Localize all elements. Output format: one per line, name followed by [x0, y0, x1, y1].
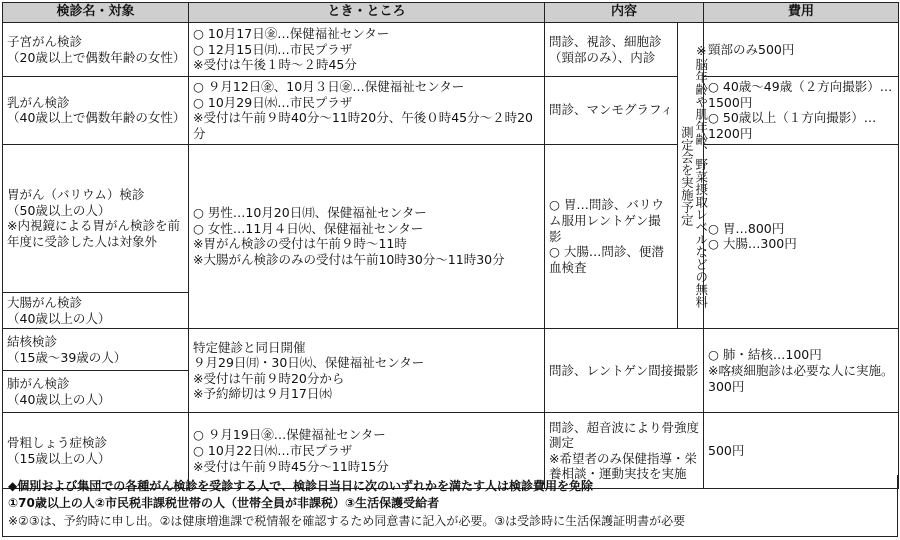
cell-fee-stomach-colon: ○ 胃…800円 ○ 大腸…300円	[704, 144, 899, 329]
header-fee: 費用	[704, 3, 899, 23]
cell-fee-breast: ○ 40歳～49歳（２方向撮影）…1500円 ○ 50歳以上（１方向撮影）…1200円	[704, 77, 899, 145]
cell-fee-cervical: 頸部のみ500円	[704, 23, 899, 77]
vertical-note-cell	[678, 23, 709, 329]
row-stomach	[3, 144, 899, 293]
cell-content-stomach-colon: ○ 胃…問診、バリウム服用レントゲン撮影 ○ 大腸…問診、便潜血検査	[545, 144, 678, 329]
notes-line-1: ◆個別および集団での各種がん検診を受診する人で、検診日当日に次のいずれかを満たす人は検診費用を免除	[8, 479, 593, 493]
cell-fee-osteoporosis: 500円	[704, 413, 899, 489]
cell-content-cervical: 問診、視診、細胞診（頸部のみ）、内診	[545, 23, 678, 77]
notes-line-3: ※②③は、予約時に申し出。②は健康増進課で税情報を確認するため同意書に記入が必要。③は受診時に生活保護証明書が必要	[8, 513, 686, 528]
header-when-where: とき・ところ	[189, 3, 545, 23]
cell-name-lung: 肺がん検診 （40歳以上の人）	[3, 371, 189, 413]
header-row	[3, 3, 899, 23]
cell-name-stomach: 胃がん（バリウム）検診 （50歳以上の人） ※内視鏡による胃がん検診を前年度に受診した人は対象外	[3, 144, 189, 293]
cell-fee-tb-lung: ○ 肺・結核…100円 ※喀痰細胞診は必要な人に実施。300円	[704, 329, 899, 413]
cell-when-breast: ○ ９月12日㊎、10月３日㊎…保健福祉センター ○ 10月29日㈬…市民プラザ ※受付は午前９時40分～11時20分、午後０時45分～２時20分	[189, 77, 545, 145]
cell-when-cervical: ○ 10月17日㊎…保健福祉センター ○ 12月15日㈪…市民プラザ ※受付は午後１時～２時45分	[189, 23, 545, 77]
cell-content-tb-lung: 問診、レントゲン間接撮影	[545, 329, 704, 413]
row-tb	[3, 329, 899, 371]
cell-when-stomach-colon: ○ 男性…10月20日㈪、保健福祉センター ○ 女性…11月４日㈫、保健福祉センター ※胃がん検診の受付は午前９時～11時 ※大腸がん検診のみの受付は午前10時30分～11時30分	[189, 144, 545, 329]
cell-name-osteoporosis: 骨粗しょう症検診 （15歳以上の人）	[3, 413, 189, 489]
fee-exemption-notes	[2, 475, 898, 537]
vertical-note: ※脳年齢や肌年齢、野菜摂取レベルなどの無料測定会を実施予定	[679, 43, 709, 309]
notes-line-2: ①70歳以上の人②市民税非課税世帯の人（世帯全員が非課税）③生活保護受給者	[8, 496, 440, 511]
cell-name-cervical: 子宮がん検診 （20歳以上で偶数年齢の女性）	[3, 23, 189, 77]
cell-name-colon: 大腸がん検診 （40歳以上の人）	[3, 293, 189, 329]
cell-when-osteoporosis: ○ ９月19日㊎…保健福祉センター ○ 10月22日㈬…市民プラザ ※受付は午前９時45分～11時15分	[189, 413, 545, 489]
row-cervical	[3, 23, 899, 77]
row-breast	[3, 77, 899, 145]
header-content: 内容	[545, 3, 704, 23]
cell-name-tb: 結核検診 （15歳～39歳の人）	[3, 329, 189, 371]
cell-when-tb-lung: 特定健診と同日開催 ９月29日㈪・30日㈫、保健福祉センター ※受付は午前９時20分から ※予約締切は９月17日㈬	[189, 329, 545, 413]
screening-table	[2, 2, 899, 489]
cell-content-breast: 問診、マンモグラフィ	[545, 77, 678, 145]
cell-name-breast: 乳がん検診 （40歳以上で偶数年齢の女性）	[3, 77, 189, 145]
header-name: 検診名・対象	[3, 3, 189, 23]
cell-content-osteoporosis: 問診、超音波により骨強度測定 ※希望者のみ保健指導・栄養相談・運動実技を実施	[545, 413, 704, 489]
